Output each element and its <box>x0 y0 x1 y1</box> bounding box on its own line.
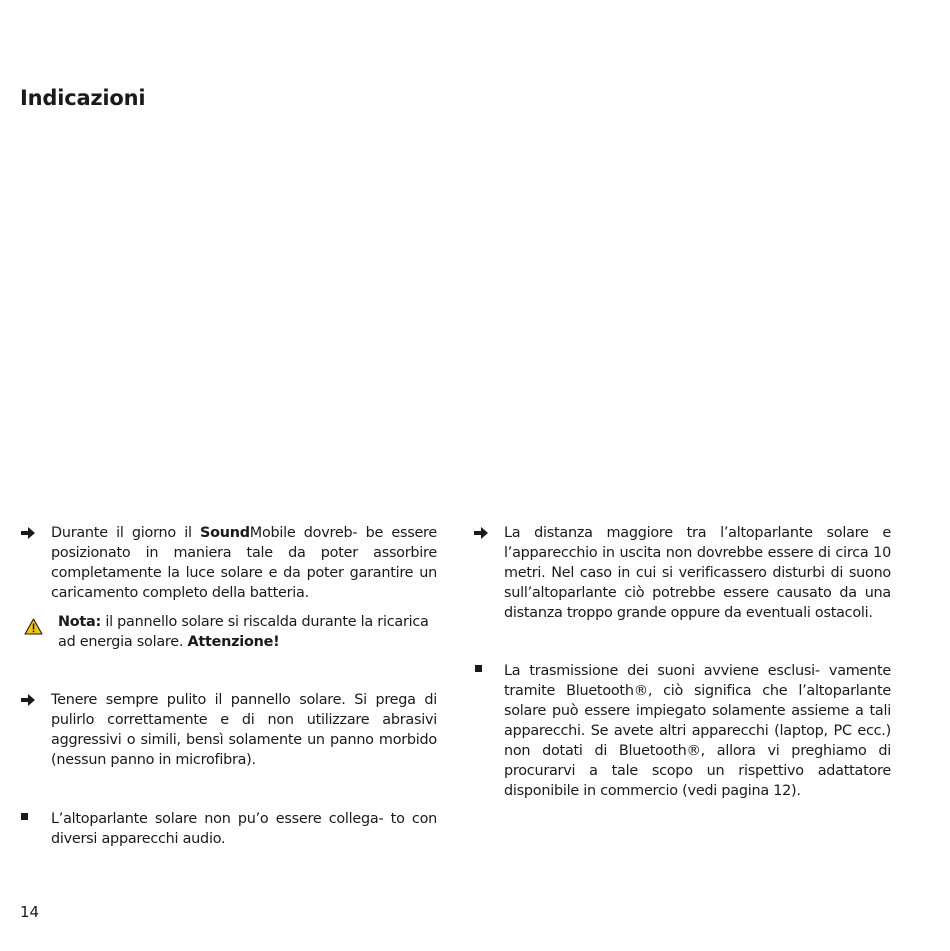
item-text-part: Mobile dovreb- be essere posizionato in maniera tale da poter assorbire completamente la luce solare e da poter garantire un caricamento completo della batteria. <box>51 525 438 601</box>
arrow-right-icon <box>474 526 488 540</box>
arrow-right-icon <box>21 693 35 707</box>
left-list-item-3 <box>51 809 437 849</box>
arrow-right-icon <box>21 526 35 540</box>
square-bullet-icon <box>19 811 29 821</box>
left-list-item-1 <box>51 523 437 603</box>
page-number: 14 <box>20 903 40 921</box>
item-text <box>51 523 437 603</box>
note-block <box>58 612 438 652</box>
right-list-item-2 <box>504 661 891 801</box>
item-text: La trasmissione dei suoni avviene esclusi- vamente tramite Bluetooth®, ciò significa che l’altoparlante solare può essere impiegato solamente assieme a tali apparecchi. Se avete altri apparecchi (laptop, PC ecc.) non dotati di Bluetooth®, allora vi preghiamo di procurarvi a tale scopo un rispettivo adattatore disponibile in commercio (vedi pagina 12). <box>504 663 891 799</box>
warning-icon <box>24 617 43 635</box>
item-text: L’altoparlante solare non pu’o essere collega- to con diversi apparecchi audio. <box>51 811 437 847</box>
item-text: Tenere sempre pulito il pannello solare. Si prega di pulirlo correttamente e di non utilizzare abrasivi aggressivi o simili, bensì solamente un panno morbido (nessun panno in microfibra). <box>51 692 437 768</box>
note-warning: Attenzione! <box>187 634 280 650</box>
page-title: Indicazioni <box>20 86 146 110</box>
note-label: Nota: <box>58 614 102 630</box>
note-text: il pannello solare si riscalda durante la ricarica ad energia solare. <box>58 614 429 650</box>
square-bullet-icon <box>473 663 483 673</box>
item-text-part: Durante il giorno il <box>51 525 200 541</box>
brand-name-bold: Sound <box>200 525 250 541</box>
left-list-item-2 <box>51 690 437 770</box>
right-list-item-1 <box>504 523 891 623</box>
item-text: La distanza maggiore tra l’altoparlante solare e l’apparecchio in uscita non dovrebbe essere di circa 10 metri. Nel caso in cui si verificassero disturbi di suono sull’altoparlante ciò potrebbe essere causato da una distanza troppo grande oppure da eventuali ostacoli. <box>504 525 891 621</box>
